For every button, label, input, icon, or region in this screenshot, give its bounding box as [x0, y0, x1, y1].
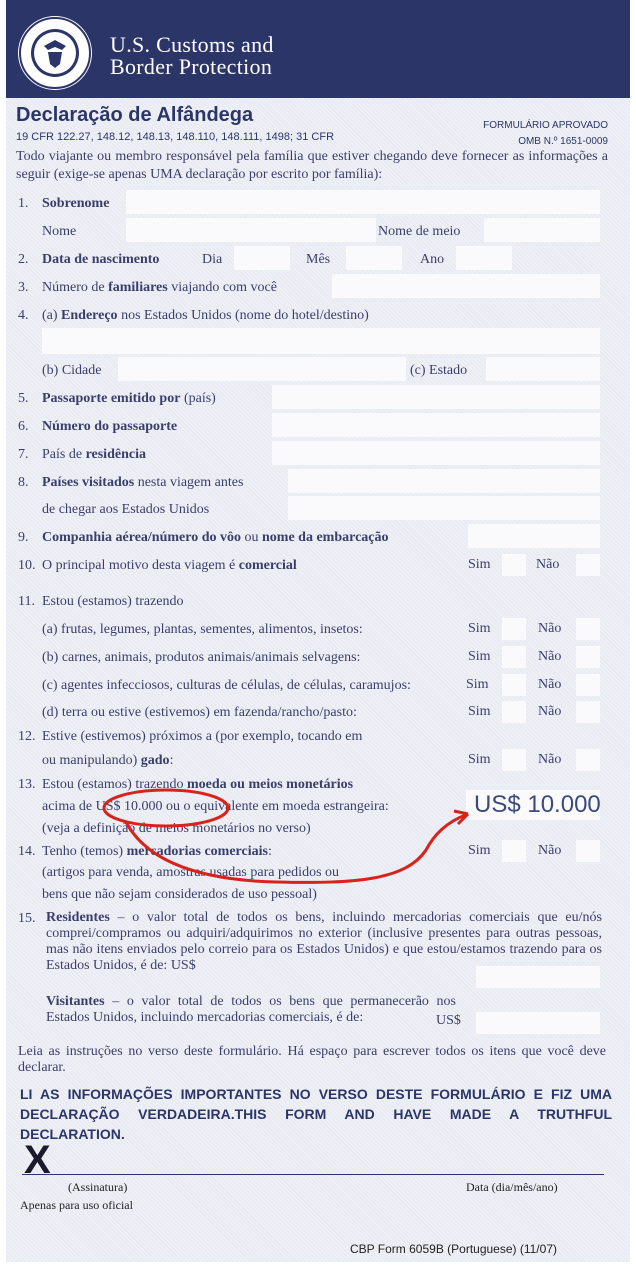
instructions-text: Leia as instruções no verso deste formulário. Há espaço para escrever todos os itens que você deve declarar. — [18, 1044, 606, 1075]
agency-line-2: Border Protection — [110, 54, 273, 79]
item-number: 1. — [18, 196, 29, 211]
signature-label: (Assinatura) — [68, 1180, 128, 1194]
countries-visited-label: Países visitados nesta viagem antes — [42, 475, 244, 490]
countries-visited-label-2: de chegar aos Estados Unidos — [42, 502, 210, 517]
q13-label-3: (veja a definição de meios monetários no verso) — [42, 821, 311, 836]
q12-label: Estive (estivemos) próximos a (por exemplo, tocando em — [42, 729, 363, 744]
dob-label: Data de nascimento — [42, 252, 160, 267]
cfr-citation: 19 CFR 122.27, 148.12, 148.13, 148.110, 148.111, 1498; 31 CFR — [16, 131, 335, 143]
item-number: 3. — [18, 280, 29, 295]
form-title: Declaração de Alfândega — [16, 104, 254, 126]
item-number: 9. — [18, 530, 29, 545]
yes-label: Sim — [466, 677, 489, 692]
visitors-total-field[interactable] — [476, 1012, 600, 1034]
item-number: 15. — [18, 911, 36, 926]
intro-text: Todo viajante ou membro responsável pela família que estiver chegando deve fornecer as informações a seguir (exige-se apenas UMA declaração por escrito por família): — [16, 149, 608, 182]
item-number: 10. — [18, 558, 36, 573]
surname-label: Sobrenome — [42, 196, 110, 211]
usd-label: US$ — [436, 1013, 461, 1028]
dob-day-label: Dia — [202, 252, 223, 267]
date-label: Data (dia/mês/ano) — [466, 1180, 558, 1194]
q11b-label: (b) carnes, animais, produtos animais/animais selvagens: — [42, 650, 361, 665]
no-label: Não — [536, 557, 560, 572]
currency-amount-value: US$ 10.000 — [474, 791, 601, 818]
q14-label-3: bens que não sejam considerados de uso pessoal) — [42, 887, 317, 902]
q15-visitors-text: Visitantes – o valor total de todos os bens que permanecerão nos Estados Unidos, incluindo mercadorias comerciais, é de: — [46, 994, 456, 1025]
item-number: 4. — [18, 308, 29, 323]
middle-name-label: Nome de meio — [378, 224, 461, 239]
item-number: 5. — [18, 391, 29, 406]
passport-country-label: Passaporte emitido por (país) — [42, 391, 216, 406]
item-number: 14. — [18, 844, 36, 859]
no-label: Não — [538, 704, 562, 719]
item-number: 7. — [18, 447, 29, 462]
item-number: 2. — [18, 252, 29, 267]
form-number: CBP Form 6059B (Portuguese) (11/07) — [350, 1242, 557, 1256]
no-label: Não — [538, 752, 562, 767]
item-number: 12. — [18, 729, 36, 744]
item-number: 11. — [18, 594, 35, 609]
yes-label: Sim — [468, 557, 491, 572]
item-number: 13. — [18, 777, 36, 792]
q13-label: Estou (estamos) trazendo moeda ou meios monetários — [42, 777, 354, 792]
q14-label-2: (artigos para venda, amostras usadas para pedidos ou — [42, 865, 340, 880]
q10-label: O principal motivo desta viagem é comercial — [42, 558, 297, 573]
dob-year-label: Ano — [420, 252, 445, 267]
no-label: Não — [538, 677, 562, 692]
item-number: 6. — [18, 419, 29, 434]
signature-mark: X — [24, 1138, 51, 1182]
us-address-label: (a) Endereço nos Estados Unidos (nome do hotel/destino) — [42, 308, 369, 323]
q11d-label: (d) terra ou estive (estivemos) em fazenda/rancho/pasto: — [42, 705, 357, 720]
q11a-label: (a) frutas, legumes, plantas, sementes, alimentos, insetos: — [42, 622, 363, 637]
q11c-label: (c) agentes infecciosos, culturas de células, de células, caramujos: — [42, 678, 411, 693]
dob-month-label: Mês — [306, 252, 331, 267]
no-label: Não — [538, 649, 562, 664]
no-label: Não — [538, 843, 562, 858]
q11-label: Estou (estamos) trazendo — [42, 594, 184, 609]
airline-label: Companhia aérea/número do vôo ou nome da embarcação — [42, 530, 389, 545]
official-use-label: Apenas para uso oficial — [20, 1198, 133, 1212]
yes-label: Sim — [468, 649, 491, 664]
family-count-label: Número de familiares viajando com você — [42, 280, 277, 295]
approved-label: FORMULÁRIO APROVADO — [483, 120, 608, 131]
yes-label: Sim — [468, 704, 491, 719]
omb-number: OMB N.º 1651-0009 — [518, 136, 608, 147]
q14-label: Tenho (temos) mercadorias comerciais: — [42, 844, 272, 859]
passport-number-label: Número do passaporte — [42, 419, 178, 434]
yes-label: Sim — [468, 843, 491, 858]
declaration-warning: LI AS INFORMAÇÕES IMPORTANTES NO VERSO DESTE FORMULÁRIO E FIZ UMA DECLARAÇÃO VERDADEIRA.THIS FORM AND HAVE MADE A TRUTHFUL DECLARATION. — [20, 1086, 612, 1142]
customs-form — [6, 0, 630, 1262]
agency-line-1: U.S. Customs and — [110, 32, 274, 57]
signature-field[interactable] — [22, 1146, 604, 1175]
q12-label-2: ou manipulando) gado: — [42, 753, 174, 768]
state-label: (c) Estado — [410, 363, 468, 378]
city-label: (b) Cidade — [42, 363, 102, 378]
item-number: 8. — [18, 475, 29, 490]
yes-label: Sim — [468, 752, 491, 767]
residents-total-field[interactable] — [476, 966, 600, 988]
q13-label-2: acima de US$ 10.000 ou o equivalente em moeda estrangeira: — [42, 799, 389, 814]
q15-residents-text: Residentes – o valor total de todos os bens, incluindo mercadorias comerciais que eu/nós comprei/compramos ou adquiri/adquirimos no exterior (inclusive presentes para outras pessoas, mas não itens enviados pelo correio para os Estados Unidos) e que estou/estamos trazendo para os Estados Unidos, é de: US$ — [46, 910, 602, 973]
first-name-label: Nome — [42, 224, 77, 239]
yes-label: Sim — [468, 621, 491, 636]
no-label: Não — [538, 621, 562, 636]
residence-label: País de residência — [42, 447, 146, 462]
